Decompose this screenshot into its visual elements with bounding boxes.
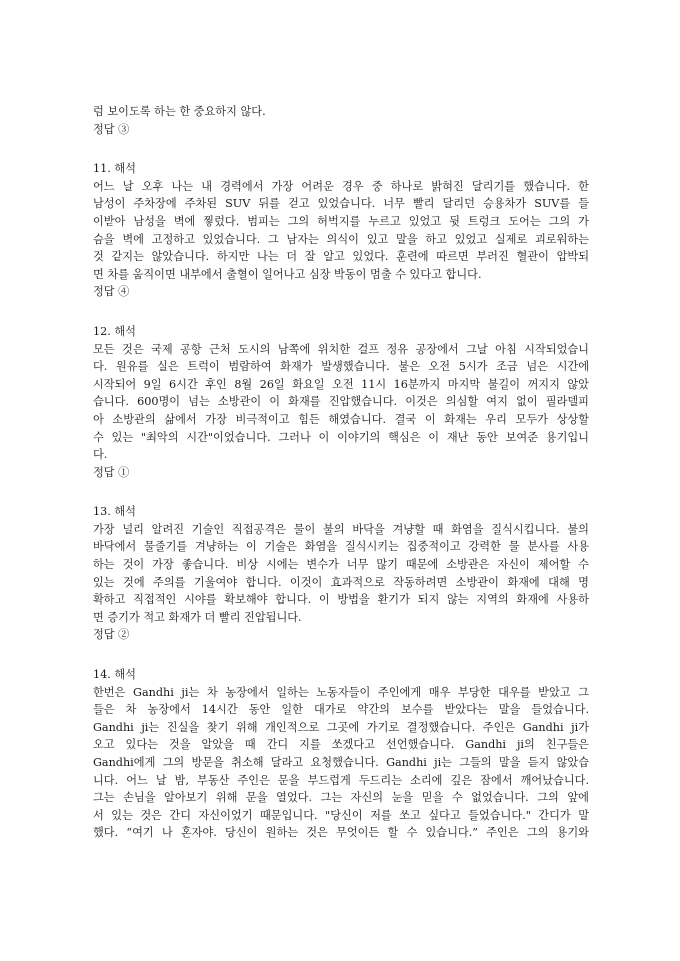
paragraph-line: 모든 것은 국제 공항 근처 도시의 남쪽에 위치한 걸프 정유 공장에서 그날 아침 시작되었습니: [93, 342, 589, 356]
paragraph-line: 면 차를 움직이면 내부에서 출혈이 일어나고 심장 박동이 멈출 수 있다고 합니다.: [93, 267, 482, 281]
paragraph-line: 슴을 벽에 고정하고 있었습니다. 그 남자는 의식이 있고 말을 하고 있었고 실제로 괴로워하는: [93, 232, 589, 246]
paragraph-line: 아 소방관의 삶에서 가장 비극적이고 힘든 해였습니다. 결국 이 화재는 우리 모두가 상상할: [93, 412, 589, 426]
paragraph-line: 습니다. 600명이 넘는 소방관이 이 화재를 진압했습니다. 이것은 의심할 여지 없이 필라델피: [93, 395, 589, 409]
paragraph-line: Gandhi에게 그의 방문을 취소해 달라고 요청했습니다. Gandhi ji는 그들의 말을 듣지 않았습: [93, 756, 589, 769]
paragraph-line: 바닥에서 물줄기를 겨냥하는 이 기술은 화염을 질식시키는 집중적이고 강력한 물 분사를 사용: [93, 540, 589, 554]
paragraph-line: 했다. “여기 나 혼자야. 당신이 원하는 것은 무엇이든 할 수 있습니다.” 주인은 그의 용기와: [93, 826, 589, 840]
section-heading: 12. 해석: [93, 324, 136, 338]
section-12: [93, 323, 589, 481]
document-page: [93, 103, 589, 842]
paragraph-line: Gandhi ji는 진실을 찾기 위해 개인적으로 그곳에 가기로 결정했습니다. 주인은 Gandhi ji가: [93, 720, 589, 734]
section-heading: 13. 해석: [93, 505, 136, 519]
answer-line: 정답 ②: [93, 628, 130, 642]
paragraph-line: 한번은 Gandhi ji는 차 농장에서 일하는 노동자들이 주인에게 매우 부당한 대우를 받았고 그: [93, 685, 589, 699]
paragraph-line: 있는 것에 주의를 기울여야 합니다. 이것이 효과적으로 작동하려면 소방관이 화재에 대해 명: [93, 575, 589, 589]
paragraph-line: 오고 있다는 것을 알았을 때 간디 지를 쏘겠다고 선언했습니다. Gandhi ji의 친구들은: [93, 738, 589, 752]
answer-line: 정답 ④: [93, 285, 130, 299]
paragraph-line: 럼 보이도록 하는 한 중요하지 않다.: [93, 105, 266, 118]
section-heading: 14. 해석: [93, 668, 136, 682]
paragraph-line: 어느 날 오후 나는 내 경력에서 가장 어려운 경우 중 하나로 밝혀진 달리기를 했습니다. 한: [93, 179, 589, 193]
paragraph-line: 시작되어 9일 6시간 후인 8월 26일 화요일 오전 11시 16분까지 마지막 불길이 꺼지지 않았: [93, 377, 589, 391]
paragraph-line: 수 있는 "최악의 시간"이었습니다. 그러나 이 이야기의 핵심은 이 재난 동안 보여준 용기입니: [93, 430, 589, 444]
section-14: [93, 666, 589, 842]
paragraph-line: 것 같지는 않았습니다. 하지만 나는 더 잘 알고 있었다. 훈련에 따르면 부러진 혈관이 압박되: [93, 250, 589, 264]
section-heading: 11. 해석: [93, 162, 136, 176]
paragraph-line: 확하고 직접적인 시야를 확보해야 합니다. 이 방법을 환기가 되지 않는 지역의 화재에 사용하: [93, 593, 589, 607]
paragraph-line: 다. 원유를 실은 트럭이 범람하여 화재가 발생했습니다. 불은 오전 5시가 조금 넘은 시간에: [93, 360, 589, 374]
answer-line: 정답 ③: [93, 122, 130, 136]
paragraph-line: 들은 차 농장에서 14시간 동안 일한 대가로 약간의 보수를 받았다는 말을 들었습니다.: [93, 703, 589, 717]
section-13: [93, 503, 589, 644]
paragraph-line: 면 증기가 적고 화재가 더 빨리 진압됩니다.: [93, 610, 302, 624]
intro-block: [93, 103, 589, 138]
paragraph-line: 서 있는 것은 간디 자신이었기 때문입니다. "당신이 저를 쏘고 싶다고 들었습니다." 간디가 말: [93, 808, 589, 822]
paragraph-line: 그는 손님을 알아보기 위해 문을 열었다. 그는 자신의 눈을 믿을 수 없었습니다. 그의 앞에: [93, 791, 589, 805]
paragraph-line: 하는 것이 가장 좋습니다. 비상 시에는 변수가 너무 많기 때문에 소방관은 자신이 제어할 수: [93, 558, 589, 572]
paragraph-line: 다.: [93, 448, 108, 462]
section-11: [93, 160, 589, 301]
answer-line: 정답 ①: [93, 465, 130, 479]
paragraph-line: 남성이 주차장에 주차된 SUV 뒤를 걷고 있었습니다. 너무 빨리 달리던 승용차가 SUV를 들: [93, 197, 589, 211]
paragraph-line: 니다. 어느 날 밤, 부동산 주인은 문을 부드럽게 두드리는 소리에 깊은 잠에서 깨어났습니다.: [93, 773, 589, 787]
paragraph-line: 이받아 남성을 벽에 찧렀다. 범피는 그의 허벅지를 누르고 있었고 뒷 트렁크 도어는 그의 가: [93, 214, 589, 228]
paragraph-line: 가장 널리 알려진 기술인 직접공격은 물이 불의 바닥을 겨냥할 때 화염을 질식시킵니다. 불의: [93, 522, 589, 536]
